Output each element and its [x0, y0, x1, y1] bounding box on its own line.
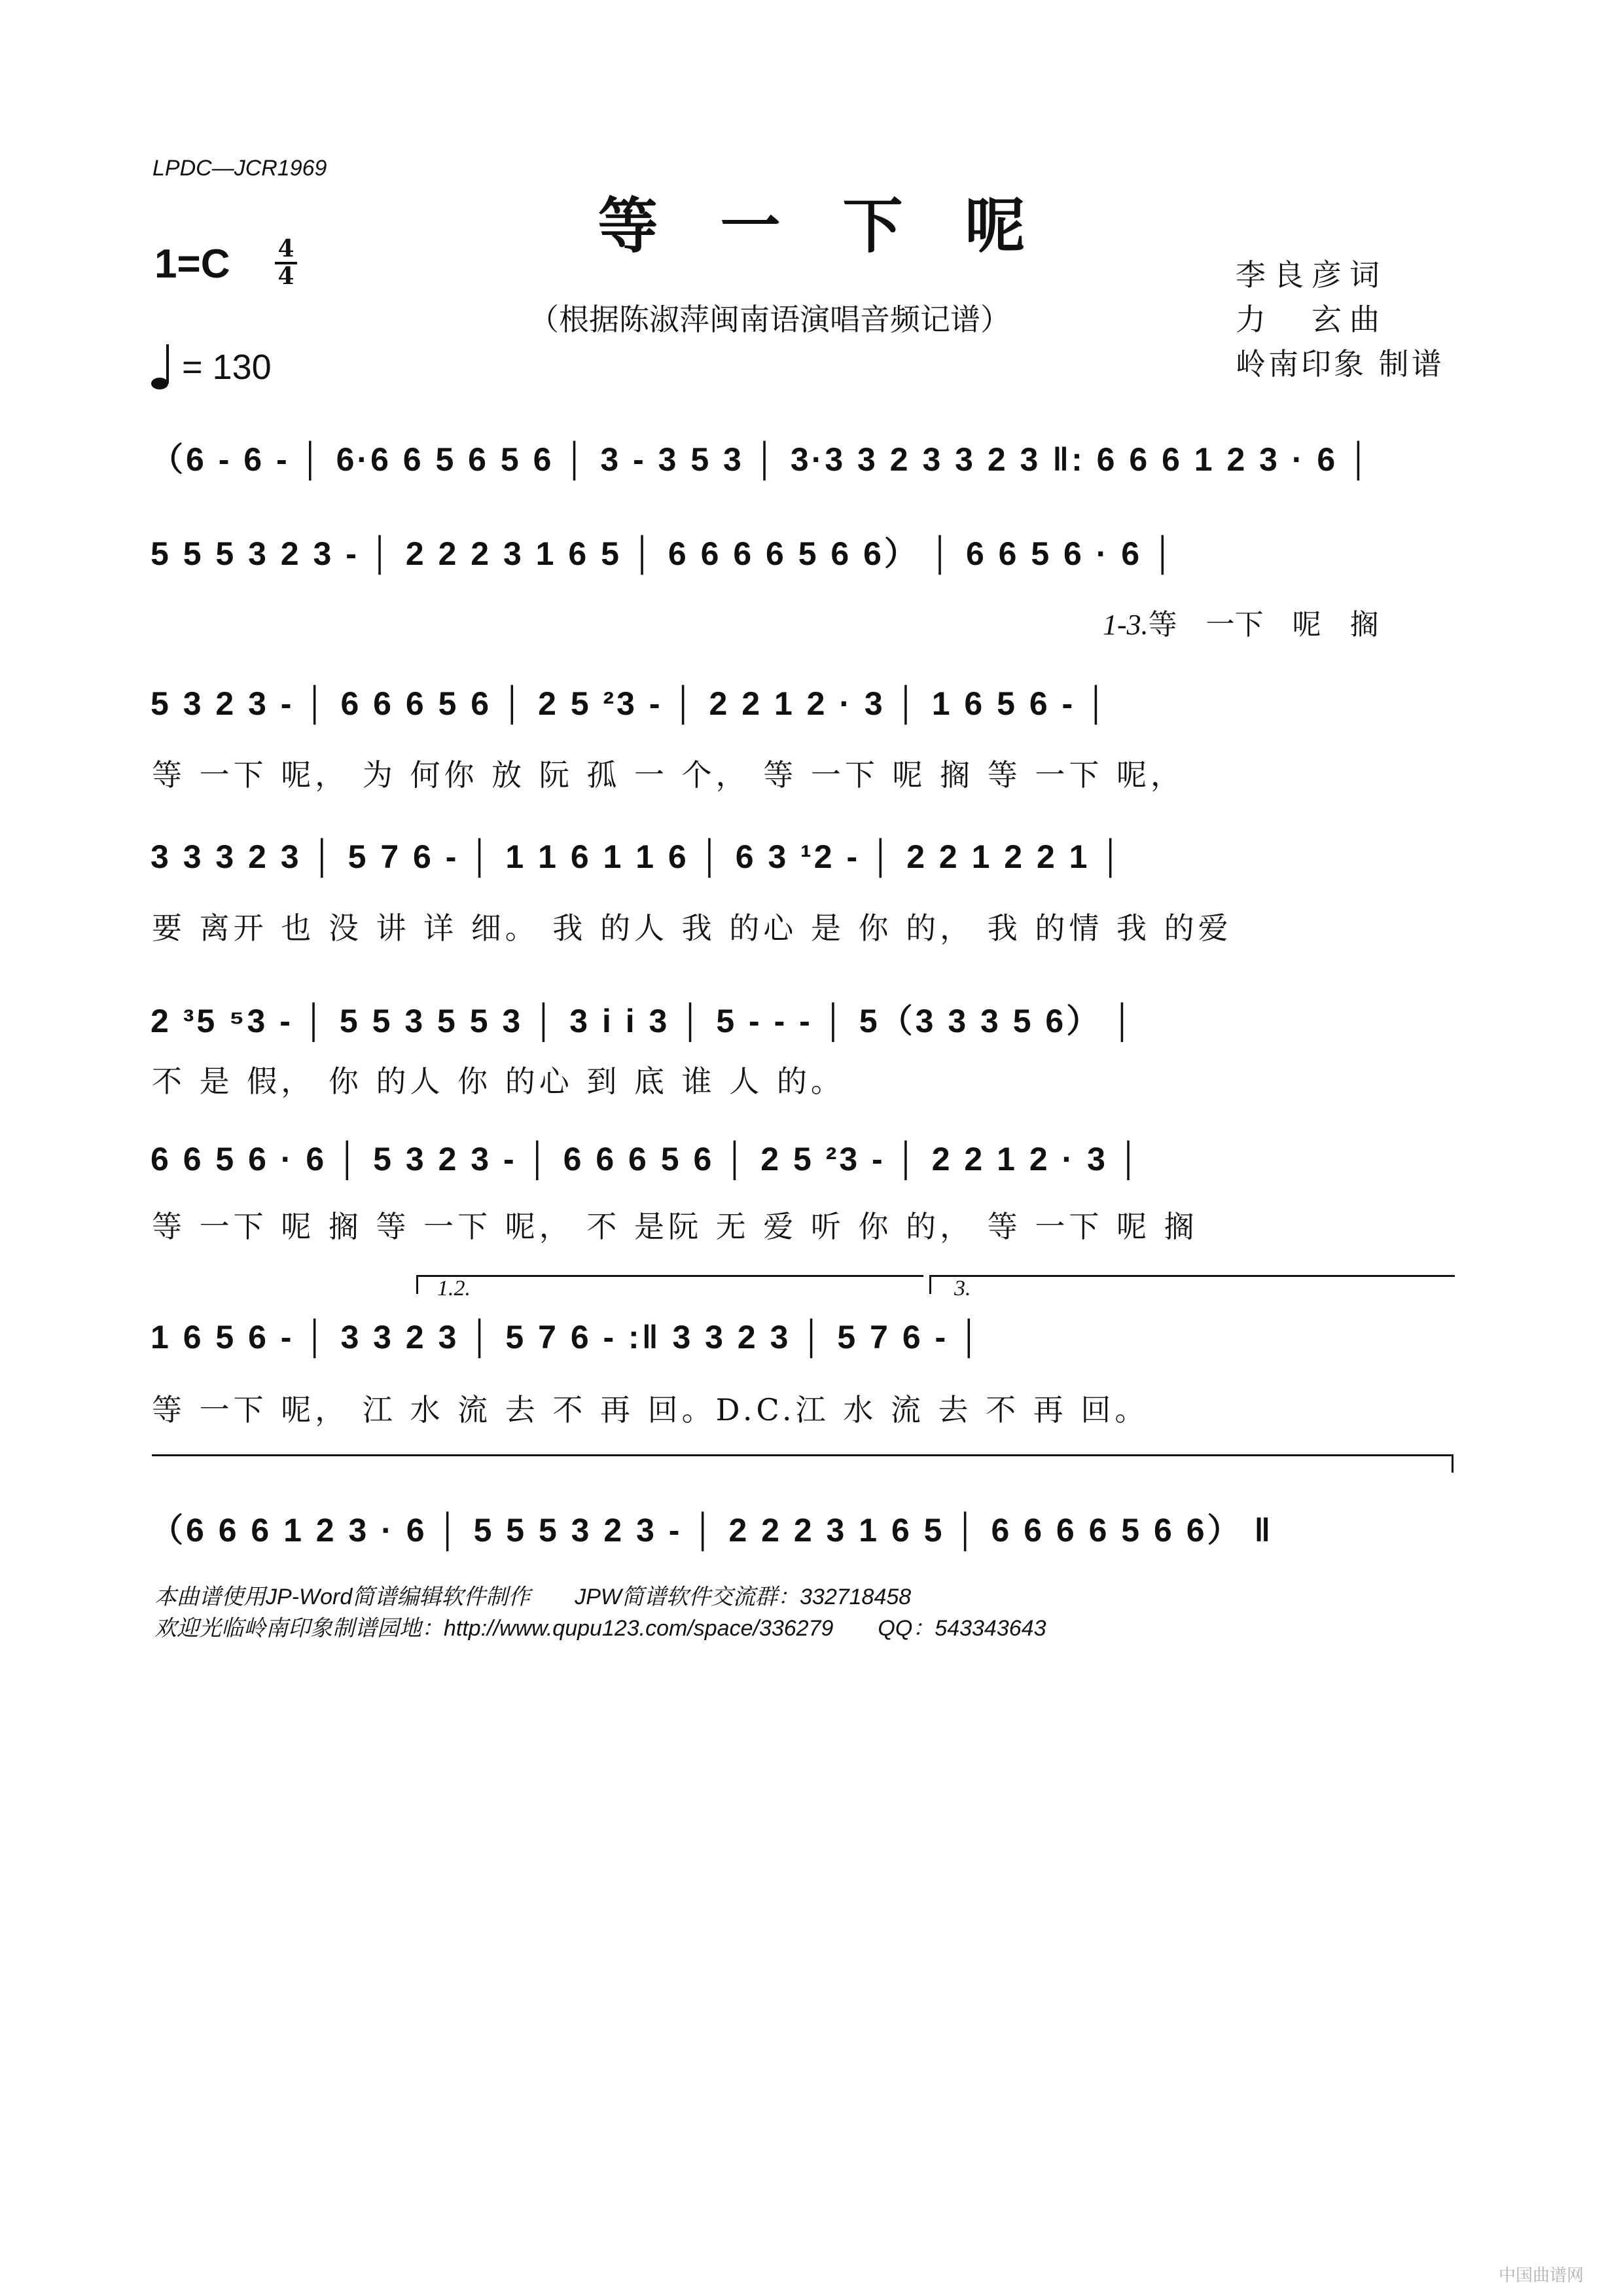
- site-watermark: 中国曲谱网: [1499, 2266, 1584, 2286]
- page-title: 等一下呢: [597, 190, 1088, 261]
- footer-line-2: 欢迎光临岭南印象制谱园地：http://www.qupu123.com/space/336279 QQ：543343643: [154, 1616, 1046, 1641]
- score-line-1: （6 - 6 - │ 6·6 6 5 6 5 6 │ 3 - 3 5 3 │ 3·3 3 2 3 3 2 3 ‖: 6 6 6 1 2 3 · 6 │: [151, 441, 1373, 478]
- second-ending-bracket: [929, 1275, 1455, 1294]
- score-line-6: 6 6 5 6 · 6 │ 5 3 2 3 - │ 6 6 6 5 6 │ 2 5 ²3 - │ 2 2 1 2 · 3 │: [151, 1141, 1143, 1177]
- score-line-7: 1 6 5 6 - │ 3 3 2 3 │ 5 7 6 - :‖ 3 3 2 3 │ 5 7 6 - │: [151, 1319, 984, 1355]
- lyric-line-4: 等 一下 呢 搁 等 一下 呢， 不 是阮 无 爱 听 你 的， 等 一下 呢 搁: [152, 1209, 1198, 1244]
- arranger-credit: 岭南印象 制谱: [1236, 346, 1444, 382]
- time-signature-bottom: 4: [277, 262, 294, 290]
- second-ending-label: 3.: [954, 1276, 971, 1300]
- quarter-note-icon: [151, 343, 174, 391]
- key-signature: 1=C: [154, 242, 230, 287]
- coda-bracket: [152, 1454, 1453, 1456]
- time-signature-top: 4: [277, 235, 294, 262]
- tempo-marking: = 130: [182, 348, 272, 387]
- subtitle: （根据陈淑萍闽南语演唱音频记谱）: [529, 302, 1010, 337]
- section-label: [1103, 601, 1379, 643]
- first-ending-bracket: [416, 1275, 923, 1294]
- score-code: LPDC—JCR1969: [152, 156, 327, 181]
- lyric-line-2: 要 离开 也 没 讲 详 细。 我 的人 我 的心 是 你 的， 我 的情 我 的爱: [152, 910, 1232, 946]
- lyric-line-1: 等 一下 呢， 为 何你 放 阮 孤 一 个， 等 一下 呢 搁 等 一下 呢，: [152, 757, 1185, 793]
- score-line-5: 2 ³5 ⁵3 - │ 5 5 3 5 5 3 │ 3 i i 3 │ 5 - - - │ 5（3 3 3 5 6） │: [151, 1003, 1137, 1039]
- score-line-4: 3 3 3 2 3 │ 5 7 6 - │ 1 1 6 1 1 6 │ 6 3 ¹2 - │ 2 2 1 2 2 1 │: [151, 838, 1125, 875]
- first-ending-label: 1.2.: [437, 1276, 471, 1300]
- lyric-line-5: 等 一下 呢， 江 水 流 去 不 再 回。D.C.江 水 流 去 不 再 回。: [152, 1392, 1149, 1427]
- footer-line-1: 本曲谱使用JP-Word简谱编辑软件制作 JPW简谱软件交流群：332718458: [154, 1585, 912, 1609]
- lyric-line-3: 不 是 假， 你 的人 你 的心 到 底 谁 人 的。: [152, 1064, 845, 1099]
- composer-credit: 力 玄曲: [1236, 302, 1387, 337]
- coda-bracket-end: [1452, 1454, 1454, 1473]
- section-label-text: 等 一下 呢 搁: [1148, 608, 1379, 641]
- lyricist-credit: 李良彦词: [1236, 257, 1387, 293]
- score-line-3: 5 3 2 3 - │ 6 6 6 5 6 │ 2 5 ²3 - │ 2 2 1 2 · 3 │ 1 6 5 6 - │: [151, 685, 1111, 722]
- section-label-prefix: 1-3.: [1103, 609, 1149, 641]
- score-line-2: 5 5 5 3 2 3 - │ 2 2 2 3 1 6 5 │ 6 6 6 6 5 6 6） │ 6 6 5 6 · 6 │: [151, 535, 1177, 572]
- time-signature: [275, 237, 297, 288]
- score-line-8: （6 6 6 1 2 3 · 6 │ 5 5 5 3 2 3 - │ 2 2 2 3 1 6 5 │ 6 6 6 6 5 6 6） ‖: [151, 1512, 1274, 1549]
